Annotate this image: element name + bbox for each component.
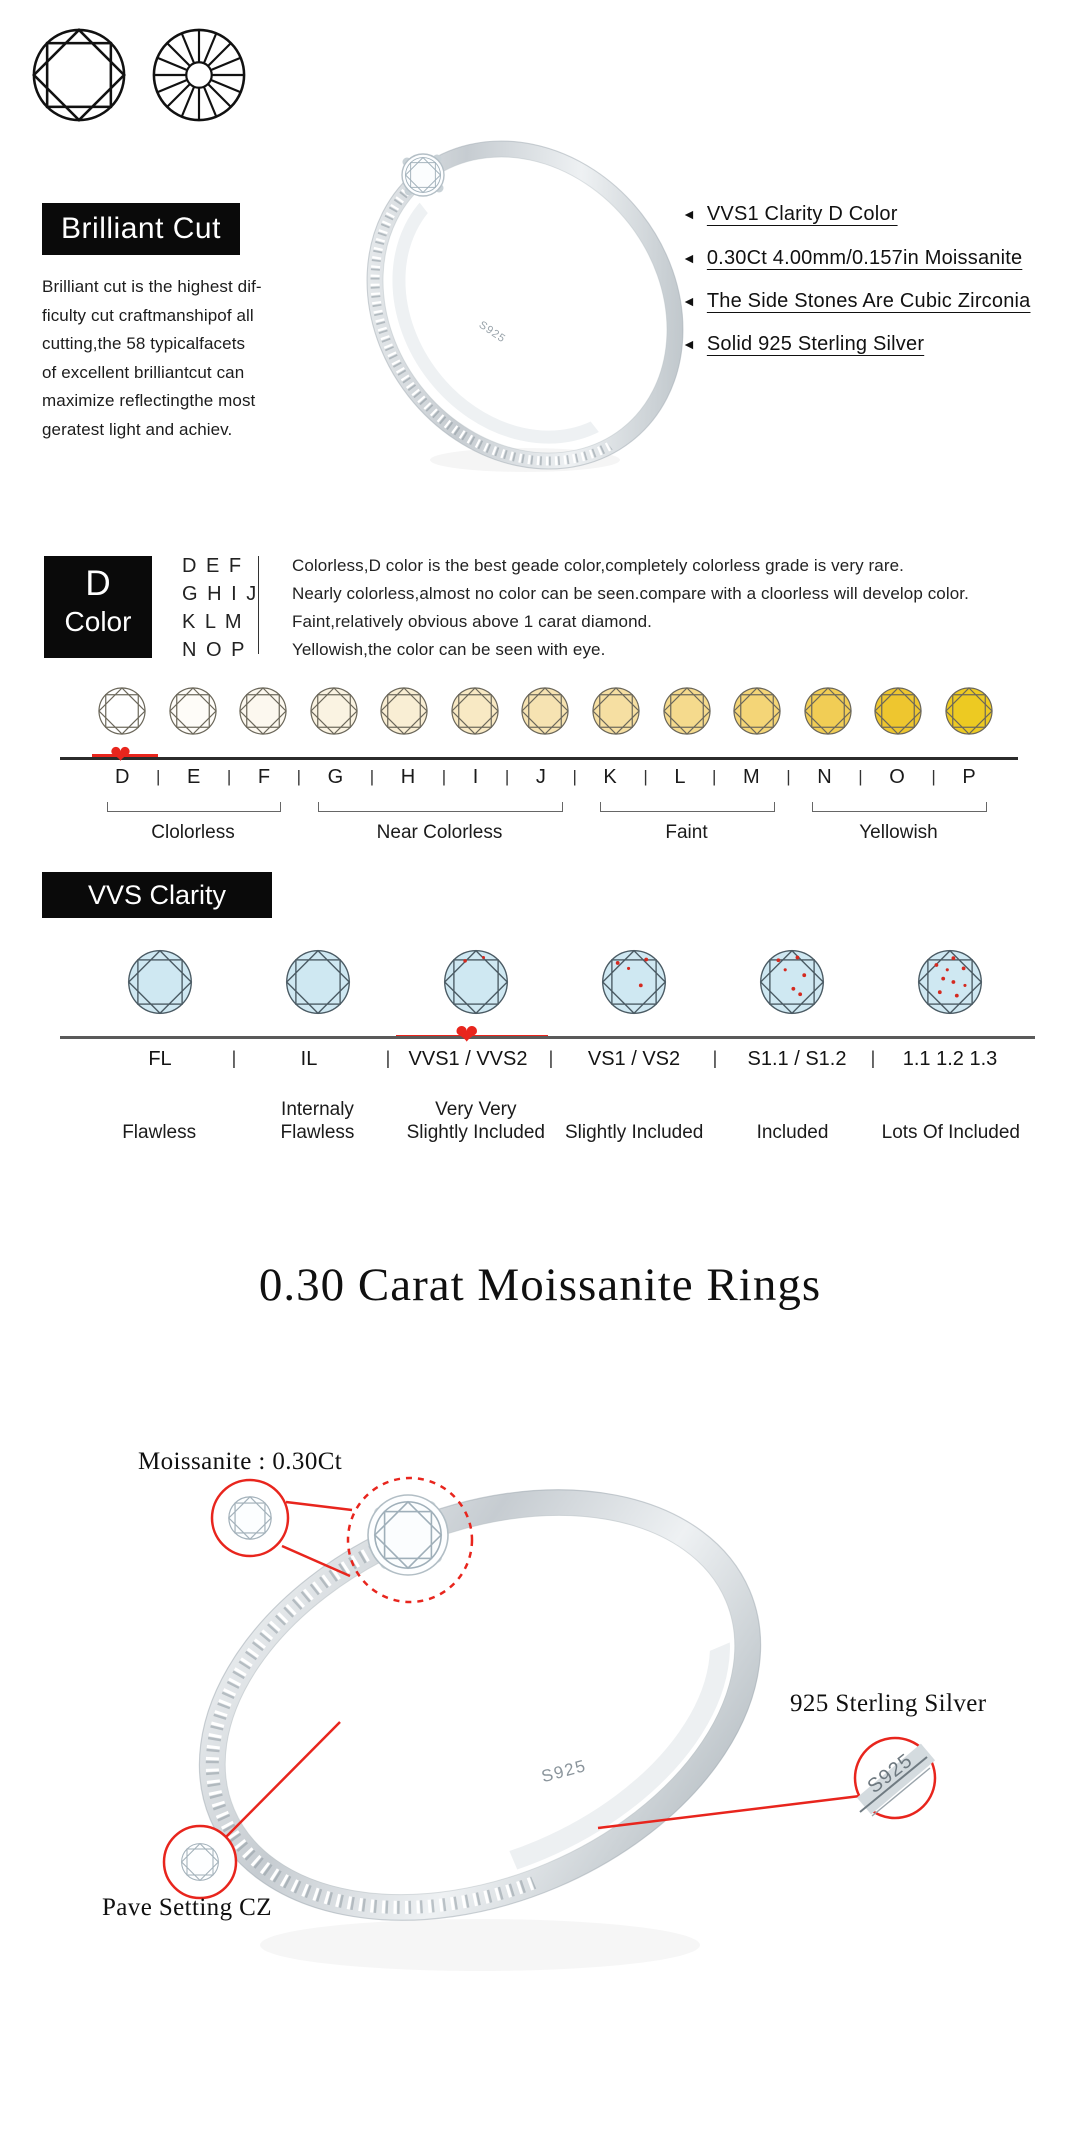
brilliant-cut-badge: Brilliant Cut <box>42 203 240 255</box>
label-line: Included <box>756 1122 829 1143</box>
clarity-label-row <box>80 1094 1030 1144</box>
color-grade-letters: K L M <box>182 611 244 633</box>
metal-annotation-label: 925 Sterling Silver <box>790 1690 987 1717</box>
bullet-arrow-icon: ◄ <box>682 206 696 222</box>
clarity-diamond-row <box>126 948 984 1016</box>
color-scale-diamond-row <box>97 686 994 736</box>
color-group-label: Near Colorless <box>376 822 503 843</box>
group-bracket <box>812 802 987 812</box>
scale-separator: | <box>572 767 577 786</box>
clarity-grade-label <box>713 1094 871 1144</box>
scale-letter: K <box>603 766 617 788</box>
scale-separator: | <box>156 767 161 786</box>
brilliant-cut-top-view-icon <box>30 26 128 124</box>
arrows-cut-top-view-icon <box>150 26 248 124</box>
label-line: Very Very <box>435 1099 517 1120</box>
color-diamond-F <box>238 686 288 736</box>
stone-closeup-gem <box>229 1497 271 1539</box>
d-color-badge-line2: Color <box>64 606 132 637</box>
color-scale-letters <box>115 766 976 789</box>
d-color-badge <box>44 556 152 658</box>
color-grade-description: Nearly colorless,almost no color can be seen.compare with a cloorless will develop color. <box>292 584 969 603</box>
description-line: cutting,the 58 typicalfacets <box>42 334 246 353</box>
color-diamond-M <box>732 686 782 736</box>
description-line: ficulty cut craftmanshipof all <box>42 305 254 325</box>
main-stone-top <box>402 154 444 196</box>
bullet-item <box>682 244 1022 272</box>
bullet-text: The Side Stones Are Cubic Zirconia <box>706 289 1031 312</box>
clarity-grade: FL <box>148 1048 172 1070</box>
scale-letter: J <box>535 766 546 788</box>
color-diamond-H <box>379 686 429 736</box>
color-diamond-P <box>944 686 994 736</box>
ring-photo-top <box>330 75 720 475</box>
color-grade-description: Faint,relatively obvious above 1 carat diamond. <box>292 612 653 631</box>
scale-letter: N <box>817 766 832 788</box>
selected-heart-icon: ❤ <box>110 741 131 769</box>
scale-separator: | <box>643 767 648 786</box>
color-diamond-E <box>168 686 218 736</box>
color-grade-letters: G H I J <box>182 583 259 605</box>
scale-separator: | <box>385 1048 391 1068</box>
scale-separator: | <box>712 1048 718 1068</box>
scale-letter: F <box>257 766 271 788</box>
scale-letter: L <box>674 766 686 788</box>
scale-letter: E <box>187 766 201 788</box>
stone-annotation-label: Moissanite : 0.30Ct <box>138 1448 343 1475</box>
main-stone <box>368 1495 448 1575</box>
brilliant-cut-description <box>42 273 302 444</box>
bullet-text: VVS1 Clarity D Color <box>706 202 898 225</box>
color-grade-letters: N O P <box>182 639 247 661</box>
label-line: Internaly <box>281 1099 354 1120</box>
clarity-grade: VVS1 / VVS2 <box>408 1048 528 1070</box>
clarity-grade: VS1 / VS2 <box>587 1048 681 1070</box>
scale-separator: | <box>786 767 791 786</box>
clarity-grade-label <box>397 1094 555 1144</box>
scale-separator: | <box>441 767 447 786</box>
pave-closeup-gem <box>182 1844 219 1881</box>
label-line: Slightly Included <box>406 1122 545 1143</box>
bullet-arrow-icon: ◄ <box>682 250 696 266</box>
scale-separator: | <box>858 767 863 786</box>
clarity-grade-label <box>80 1094 238 1144</box>
scale-letter: M <box>742 766 760 788</box>
group-bracket <box>318 802 563 812</box>
label-line: Flawless <box>280 1122 355 1143</box>
color-diamond-J <box>520 686 570 736</box>
description-line: Brilliant cut is the highest dif- <box>42 277 262 296</box>
vvs-clarity-badge: VVS Clarity <box>42 872 272 918</box>
color-grade-description: Colorless,D color is the best geade color,completely colorless grade is very rare. <box>292 556 904 575</box>
color-diamond-O <box>873 686 923 736</box>
color-grade-letters: D E F <box>182 555 244 577</box>
description-line: geratest light and achiev. <box>42 419 233 439</box>
product-title: 0.30 Carat Moissanite Rings <box>258 1259 822 1311</box>
clarity-diamond-fl <box>126 948 194 1016</box>
d-color-badge-line1: D <box>85 564 111 603</box>
color-scale-line <box>60 757 1018 760</box>
color-diamond-D <box>97 686 147 736</box>
scale-letter: I <box>472 766 479 788</box>
bullet-item <box>682 200 898 228</box>
scale-letter: P <box>962 766 976 788</box>
band-engraving: S925 <box>539 1756 589 1787</box>
scale-separator: | <box>231 1048 237 1068</box>
group-bracket <box>600 802 775 812</box>
bullet-item <box>682 287 1031 315</box>
scale-separator: | <box>296 767 302 786</box>
clarity-grade-label <box>555 1094 713 1144</box>
clarity-grade: S1.1 / S1.2 <box>747 1048 847 1070</box>
color-group-label: Yellowish <box>859 822 938 843</box>
color-diamond-I <box>450 686 500 736</box>
bullet-arrow-icon: ◄ <box>682 293 696 309</box>
color-diamond-N <box>803 686 853 736</box>
scale-letter: O <box>889 766 905 788</box>
scale-letter: D <box>115 766 130 788</box>
band-engraving-top: S925 <box>476 318 508 346</box>
scale-separator: | <box>548 1048 554 1068</box>
scale-letter: H <box>400 766 416 788</box>
scale-separator: | <box>931 767 936 786</box>
color-grade-description: Yellowish,the color can be seen with eye. <box>292 640 606 659</box>
bullet-item <box>682 330 924 358</box>
ring-photo-annotated <box>0 1400 1080 2130</box>
bullet-text: Solid 925 Sterling Silver <box>706 332 925 355</box>
clarity-grade: 1.1 1.2 1.3 <box>902 1048 998 1070</box>
clarity-scale-line <box>60 1036 1035 1039</box>
color-group-label: Clolorless <box>151 822 235 843</box>
scale-separator: | <box>712 767 717 786</box>
scale-separator: | <box>504 767 510 786</box>
label-line: Slightly Included <box>564 1122 704 1143</box>
bullet-arrow-icon: ◄ <box>682 336 696 352</box>
scale-letter: G <box>327 766 344 788</box>
divider <box>258 556 259 654</box>
clarity-diamond-il <box>284 948 352 1016</box>
label-line: Flawless <box>122 1122 197 1143</box>
clarity-diamond-si <box>758 948 826 1016</box>
scale-separator: | <box>369 767 375 786</box>
clarity-grade: IL <box>300 1048 318 1070</box>
description-line: maximize reflectingthe most <box>42 391 256 410</box>
color-diamond-K <box>591 686 641 736</box>
clarity-grade-label <box>238 1094 396 1144</box>
label-line: Lots Of Included <box>881 1122 1020 1143</box>
bullet-text: 0.30Ct 4.00mm/0.157in Moissanite <box>706 246 1023 269</box>
color-diamond-L <box>662 686 712 736</box>
clarity-diamond-vvs <box>442 948 510 1016</box>
description-line: of excellent brilliantcut can <box>42 362 245 382</box>
color-group-label: Faint <box>665 822 708 843</box>
scale-separator: | <box>870 1048 876 1068</box>
scale-separator: | <box>226 767 232 786</box>
color-diamond-G <box>309 686 359 736</box>
selected-heart-icon: ❤ <box>455 1019 479 1050</box>
group-bracket <box>107 802 281 812</box>
clarity-diamond-i <box>916 948 984 1016</box>
stamp-closeup-text: S925 <box>863 1749 918 1798</box>
clarity-grade-label <box>872 1094 1030 1144</box>
clarity-diamond-vs <box>600 948 668 1016</box>
pave-annotation-label: Pave Setting CZ <box>102 1894 272 1921</box>
